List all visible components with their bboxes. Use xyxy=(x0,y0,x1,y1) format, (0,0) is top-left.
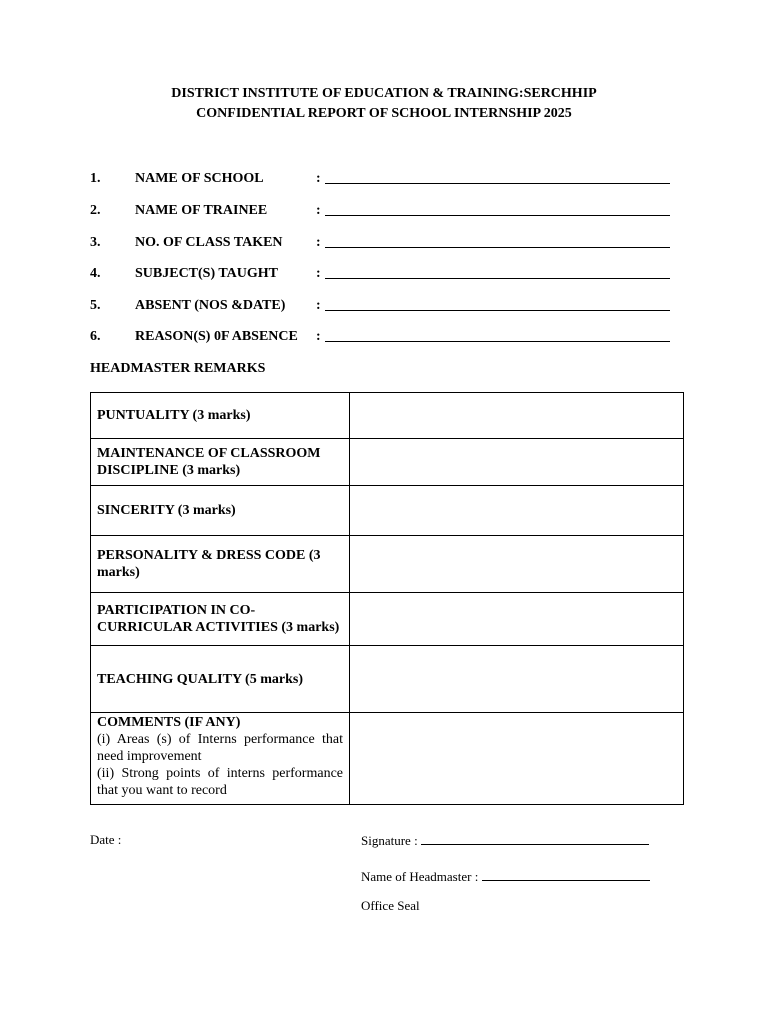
field-colon: : xyxy=(316,203,321,218)
field-colon: : xyxy=(316,329,321,344)
field-number: 6. xyxy=(90,329,101,344)
document-subtitle: CONFIDENTIAL REPORT OF SCHOOL INTERNSHIP 2025 xyxy=(196,106,572,121)
comments-heading: COMMENTS (IF ANY) xyxy=(97,715,241,730)
field-number: 4. xyxy=(90,266,101,281)
signature-line xyxy=(361,831,649,850)
field-number: 2. xyxy=(90,203,101,218)
field-row-classes xyxy=(90,233,690,253)
field-label: NAME OF TRAINEE xyxy=(135,203,268,218)
field-row-school xyxy=(90,169,690,189)
field-row-trainee xyxy=(90,201,690,221)
headmaster-name-line xyxy=(361,867,650,886)
table-row xyxy=(91,439,684,486)
field-label: REASON(S) 0F ABSENCE xyxy=(135,329,298,344)
headmaster-remarks-heading: HEADMASTER REMARKS xyxy=(90,361,266,376)
comments-item-strengths: (ii) Strong points of interns performance that you want to record xyxy=(97,766,343,798)
table-row-comments xyxy=(91,713,684,805)
remark-cell[interactable] xyxy=(350,646,684,713)
criterion-label: TEACHING QUALITY (5 marks) xyxy=(91,646,350,713)
criterion-label: PARTICIPATION IN CO-CURRICULAR ACTIVITIES (3 marks) xyxy=(91,593,350,646)
remark-cell[interactable] xyxy=(350,439,684,486)
office-seal-label: Office Seal xyxy=(361,898,420,913)
classes-taken-blank[interactable] xyxy=(325,247,670,248)
field-number: 1. xyxy=(90,171,101,186)
criterion-label: SINCERITY (3 marks) xyxy=(91,486,350,536)
absent-blank[interactable] xyxy=(325,310,670,311)
signature-blank[interactable] xyxy=(421,831,649,845)
field-label: ABSENT (NOS &DATE) xyxy=(135,298,286,313)
field-label: SUBJECT(S) TAUGHT xyxy=(135,266,279,281)
document-title: DISTRICT INSTITUTE OF EDUCATION & TRAINING:SERCHHIP xyxy=(171,86,597,101)
field-colon: : xyxy=(316,266,321,281)
field-colon: : xyxy=(316,171,321,186)
comments-item-improvement: (i) Areas (s) of Interns performance that need improvement xyxy=(97,732,343,764)
field-number: 3. xyxy=(90,235,101,250)
absence-reason-blank[interactable] xyxy=(325,341,670,342)
trainee-name-blank[interactable] xyxy=(325,215,670,216)
criterion-label: PERSONALITY & DRESS CODE (3 marks) xyxy=(91,536,350,593)
table-row xyxy=(91,393,684,439)
field-number: 5. xyxy=(90,298,101,313)
field-row-absence-reason xyxy=(90,327,690,347)
field-row-subjects xyxy=(90,264,690,284)
remark-cell[interactable] xyxy=(350,486,684,536)
table-row xyxy=(91,486,684,536)
remark-cell[interactable] xyxy=(350,536,684,593)
field-label: NAME OF SCHOOL xyxy=(135,171,264,186)
school-name-blank[interactable] xyxy=(325,183,670,184)
criterion-label: MAINTENANCE OF CLASSROOM DISCIPLINE (3 marks) xyxy=(91,439,350,486)
field-row-absent xyxy=(90,296,690,316)
field-colon: : xyxy=(316,298,321,313)
signature-label: Signature : xyxy=(361,833,418,848)
table-row xyxy=(91,593,684,646)
headmaster-name-label: Name of Headmaster : xyxy=(361,869,479,884)
headmaster-name-blank[interactable] xyxy=(482,867,650,881)
remark-cell[interactable] xyxy=(350,593,684,646)
date-label: Date : xyxy=(90,832,122,847)
field-colon: : xyxy=(316,235,321,250)
comments-remark-cell[interactable] xyxy=(350,713,684,805)
remarks-table xyxy=(90,392,684,805)
comments-cell xyxy=(91,713,350,805)
field-label: NO. OF CLASS TAKEN xyxy=(135,235,283,250)
subjects-taught-blank[interactable] xyxy=(325,278,670,279)
table-row xyxy=(91,536,684,593)
remark-cell[interactable] xyxy=(350,393,684,439)
table-row xyxy=(91,646,684,713)
criterion-label: PUNTUALITY (3 marks) xyxy=(91,393,350,439)
